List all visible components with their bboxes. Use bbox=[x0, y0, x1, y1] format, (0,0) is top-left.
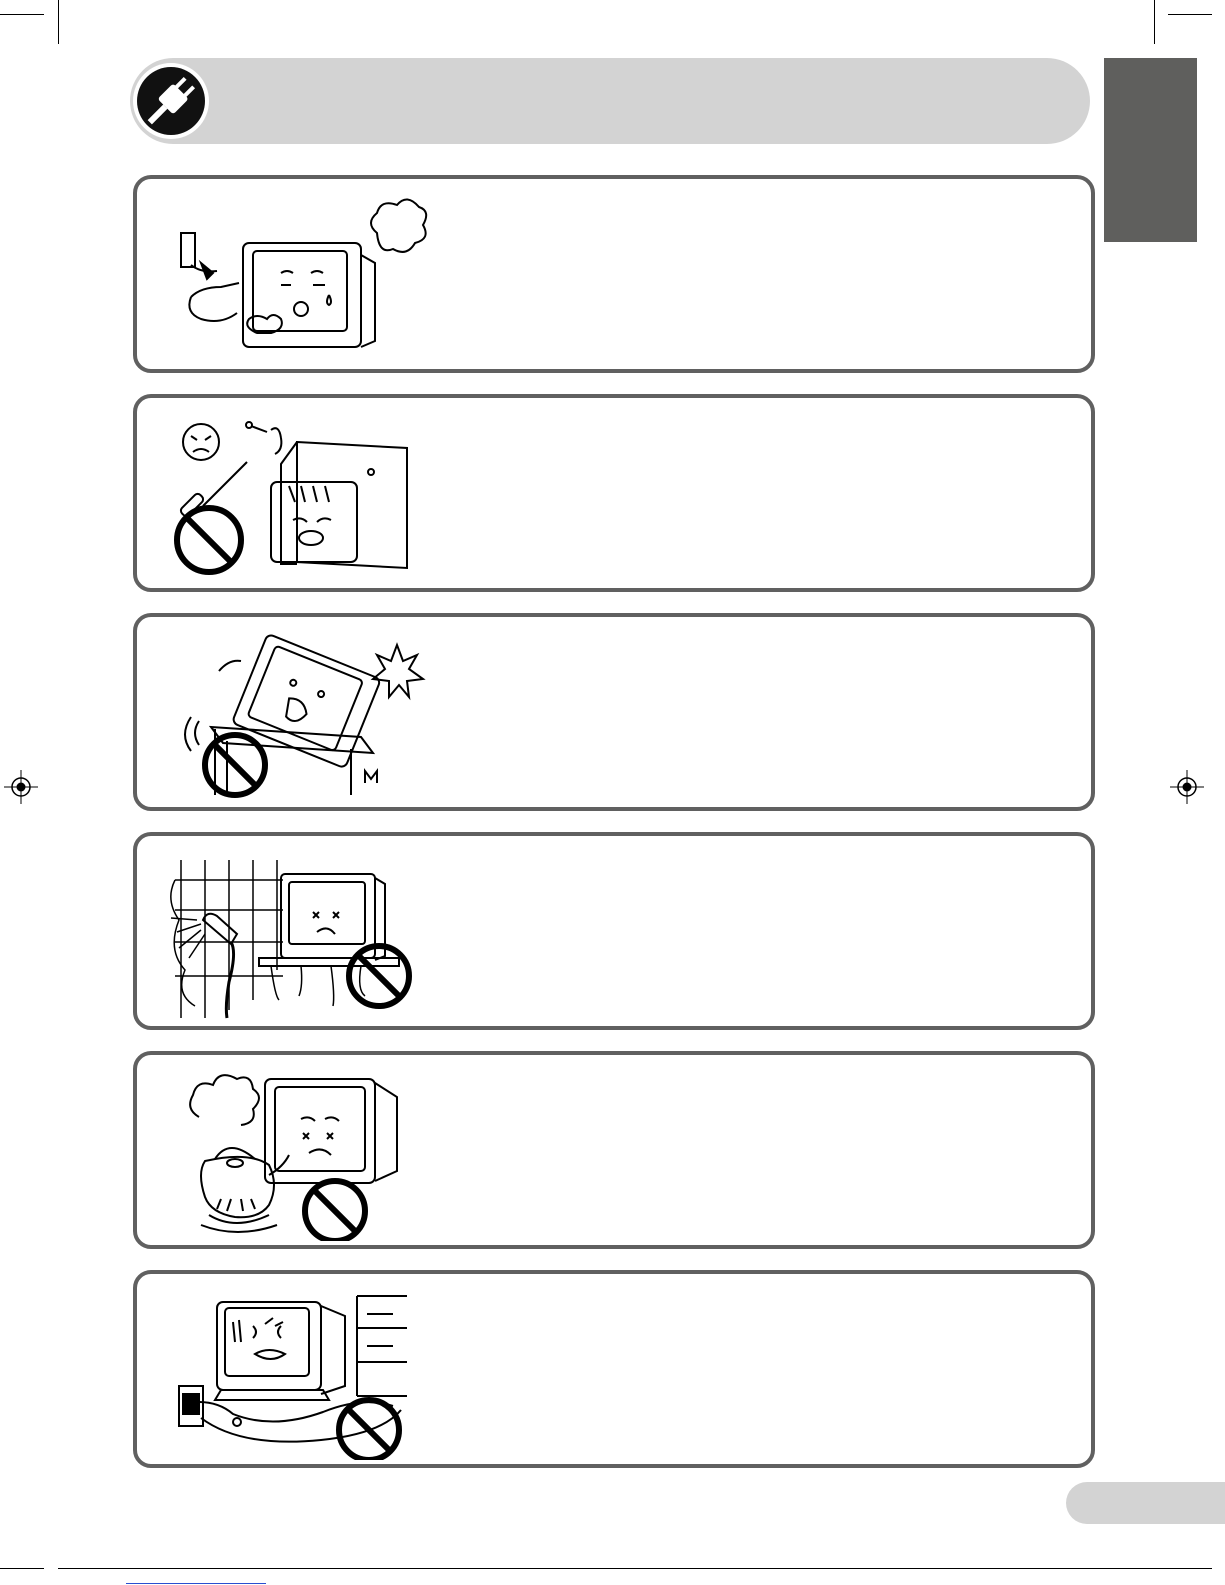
warning-panel-smoke bbox=[133, 175, 1095, 373]
tv-power-cord-pinched-illustration bbox=[161, 1288, 431, 1460]
crop-mark-top-left bbox=[58, 0, 59, 44]
warning-panel-unstable bbox=[133, 613, 1095, 811]
tv-screwdriver-back-cover-illustration bbox=[161, 412, 431, 584]
crop-mark-top-right bbox=[1168, 14, 1212, 15]
crop-mark-top-left bbox=[0, 14, 44, 15]
crop-mark-top-right bbox=[1154, 0, 1155, 44]
chapter-side-tab bbox=[1104, 58, 1197, 242]
tv-near-boiling-kettle-illustration bbox=[161, 1069, 431, 1241]
footer-rule bbox=[0, 1568, 44, 1569]
footer-rule bbox=[58, 1568, 1212, 1569]
warning-panel-cord bbox=[133, 1270, 1095, 1468]
tv-smoking-unplug-illustration bbox=[161, 193, 431, 365]
warning-panel-steam bbox=[133, 1051, 1095, 1249]
section-header-bar bbox=[130, 58, 1090, 144]
registration-mark-right bbox=[1170, 770, 1204, 804]
tv-falling-off-stand-illustration bbox=[161, 631, 431, 803]
registration-mark-left bbox=[4, 770, 38, 804]
warning-panel-disassembly bbox=[133, 394, 1095, 592]
warning-panel-moisture bbox=[133, 832, 1095, 1030]
tv-near-shower-water-illustration bbox=[161, 850, 431, 1022]
page-number-tab bbox=[1066, 1482, 1225, 1524]
power-plug-icon bbox=[131, 61, 211, 141]
footer-link-underline bbox=[126, 1583, 266, 1584]
